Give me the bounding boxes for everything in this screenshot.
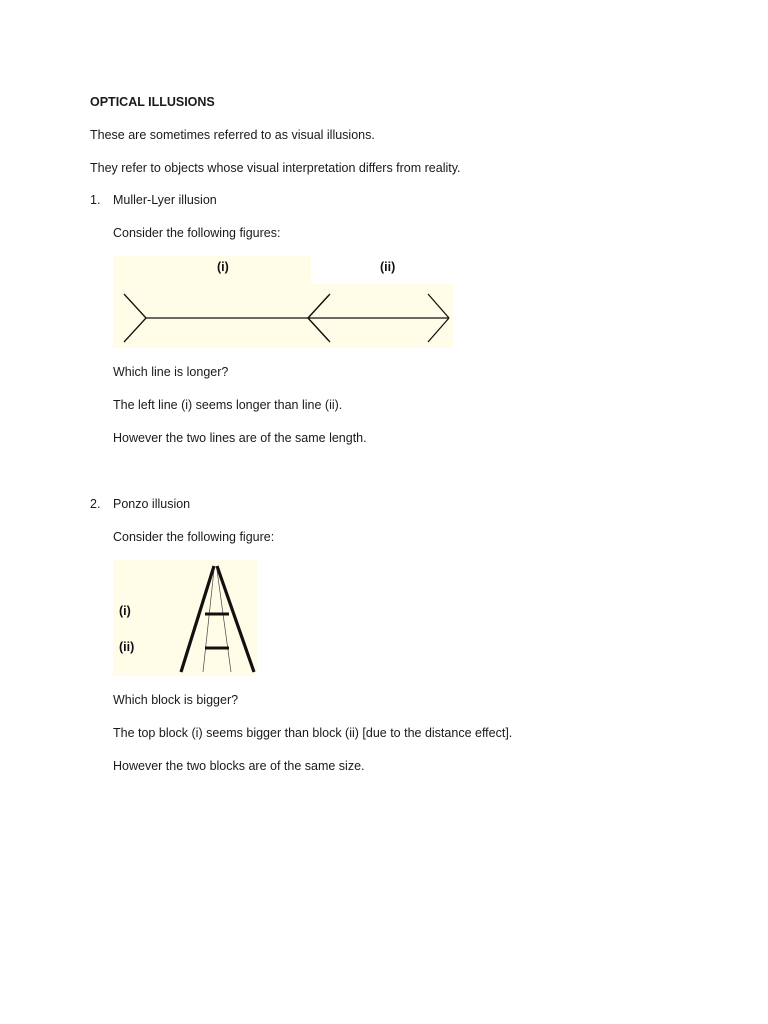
section-1-line-1: Which line is longer? [113,365,229,379]
section-1-line-2: The left line (i) seems longer than line (ii). [113,398,343,412]
section-1-number: 1. [90,193,101,207]
section-2-line-2: The top block (i) seems bigger than block (ii) [due to the distance effect]. [113,726,513,740]
section-2-number: 2. [90,497,101,511]
intro-line-1: These are sometimes referred to as visual illusions. [90,128,375,142]
page-title: OPTICAL ILLUSIONS [90,95,215,109]
line-ii-arrow [428,294,449,318]
line-ii-arrow [308,296,328,318]
figure-2-label-i: (i) [119,604,131,618]
muller-lyer-figure [113,256,453,350]
section-2-heading: Ponzo illusion [113,497,191,511]
section-2-line-1: Which block is bigger? [113,693,239,707]
section-1-prompt: Consider the following figures: [113,226,281,240]
line-i-fin [124,318,146,342]
ponzo-figure [113,560,257,676]
line-i-fin [124,294,146,318]
intro-line-2: They refer to objects whose visual interpretation differs from reality. [90,161,461,175]
section-2-line-3: However the two blocks are of the same size. [113,759,365,773]
ponzo-rail-right [217,566,254,672]
section-1-line-3: However the two lines are of the same length. [113,431,367,445]
section-1-heading: Muller-Lyer illusion [113,193,217,207]
section-2-prompt: Consider the following figure: [113,530,275,544]
line-ii-arrow [428,318,449,342]
figure-1-label-ii: (ii) [380,260,396,274]
figure-1-label-i: (i) [217,260,229,274]
line-ii-arrow [308,318,328,340]
figure-2-label-ii: (ii) [119,640,135,654]
